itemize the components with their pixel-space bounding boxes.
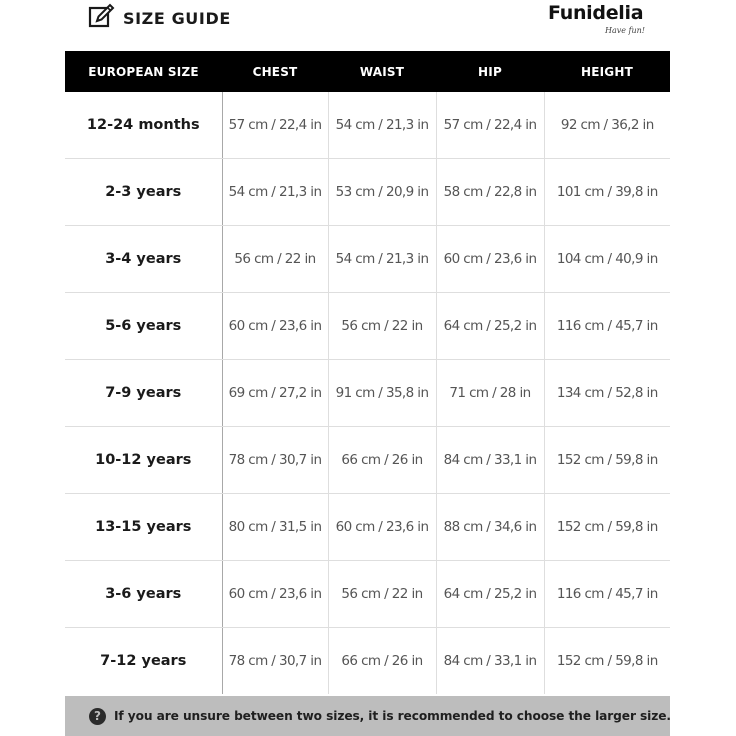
size-cell: 5-6 years [65,293,222,360]
chest-cell: 78 cm / 30,7 in [222,628,328,695]
hip-cell: 58 cm / 22,8 in [436,159,544,226]
height-cell: 101 cm / 39,8 in [544,159,670,226]
column-header-height: HEIGHT [544,51,670,92]
chest-cell: 60 cm / 23,6 in [222,293,328,360]
chest-cell: 57 cm / 22,4 in [222,92,328,159]
waist-cell: 53 cm / 20,9 in [328,159,436,226]
size-cell: 7-12 years [65,628,222,695]
page-title: SIZE GUIDE [123,9,231,28]
height-cell: 104 cm / 40,9 in [544,226,670,293]
size-cell: 10-12 years [65,427,222,494]
hip-cell: 88 cm / 34,6 in [436,494,544,561]
size-cell: 13-15 years [65,494,222,561]
table-header [65,51,670,92]
hip-cell: 71 cm / 28 in [436,360,544,427]
height-cell: 116 cm / 45,7 in [544,293,670,360]
hip-cell: 84 cm / 33,1 in [436,628,544,695]
size-cell: 3-4 years [65,226,222,293]
table-row [65,561,670,628]
hip-cell: 64 cm / 25,2 in [436,561,544,628]
footer-text: If you are unsure between two sizes, it is recommended to choose the larger size. [114,709,671,723]
height-cell: 152 cm / 59,8 in [556,653,658,669]
question-icon: ? [89,708,106,725]
table-row [65,494,670,561]
waist-cell: 66 cm / 26 in [328,427,436,494]
chest-cell: 56 cm / 22 in [222,226,328,293]
waist-cell: 66 cm / 26 in [328,628,436,695]
chest-cell: 78 cm / 30,7 in [222,427,328,494]
size-cell: 12-24 months [65,92,222,159]
chest-cell: 54 cm / 21,3 in [222,159,328,226]
height-cell: 116 cm / 45,7 in [544,561,670,628]
brand-tagline: Have fun! [605,26,646,35]
size-cell: 2-3 years [65,159,222,226]
waist-cell: 56 cm / 22 in [328,561,436,628]
waist-cell: 54 cm / 21,3 in [328,226,436,293]
table-row [65,226,670,293]
column-header-hip: HIP [436,51,544,92]
ruler-pencil-icon [88,2,116,30]
height-cell: 134 cm / 52,8 in [544,360,670,427]
column-header-waist: WAIST [328,51,436,92]
chest-cell: 69 cm / 27,2 in [222,360,328,427]
size-cell: 7-9 years [65,360,222,427]
table-row [65,628,670,695]
height-cell: 152 cm / 59,8 in [544,427,670,494]
chest-cell: 60 cm / 23,6 in [222,561,328,628]
table-row [65,159,670,226]
column-header-european-size: EUROPEAN SIZE [65,51,222,92]
height-cell: 92 cm / 36,2 in [544,92,670,159]
table-row [65,427,670,494]
size-table [65,51,670,694]
table-row [65,360,670,427]
header [0,0,736,50]
waist-cell: 91 cm / 35,8 in [328,360,436,427]
footer-note [65,696,670,736]
waist-cell: 60 cm / 23,6 in [328,494,436,561]
column-header-chest: CHEST [222,51,328,92]
chest-cell: 80 cm / 31,5 in [222,494,328,561]
waist-cell: 56 cm / 22 in [328,293,436,360]
hip-cell: 64 cm / 25,2 in [436,293,544,360]
hip-cell: 84 cm / 33,1 in [436,427,544,494]
table-row [65,92,670,159]
brand-logo: Funidelia [548,2,644,24]
hip-cell: 57 cm / 22,4 in [436,92,544,159]
height-cell: 152 cm / 59,8 in [544,494,670,561]
waist-cell: 54 cm / 21,3 in [328,92,436,159]
hip-cell: 60 cm / 23,6 in [436,226,544,293]
size-cell: 3-6 years [65,561,222,628]
table-row [65,293,670,360]
